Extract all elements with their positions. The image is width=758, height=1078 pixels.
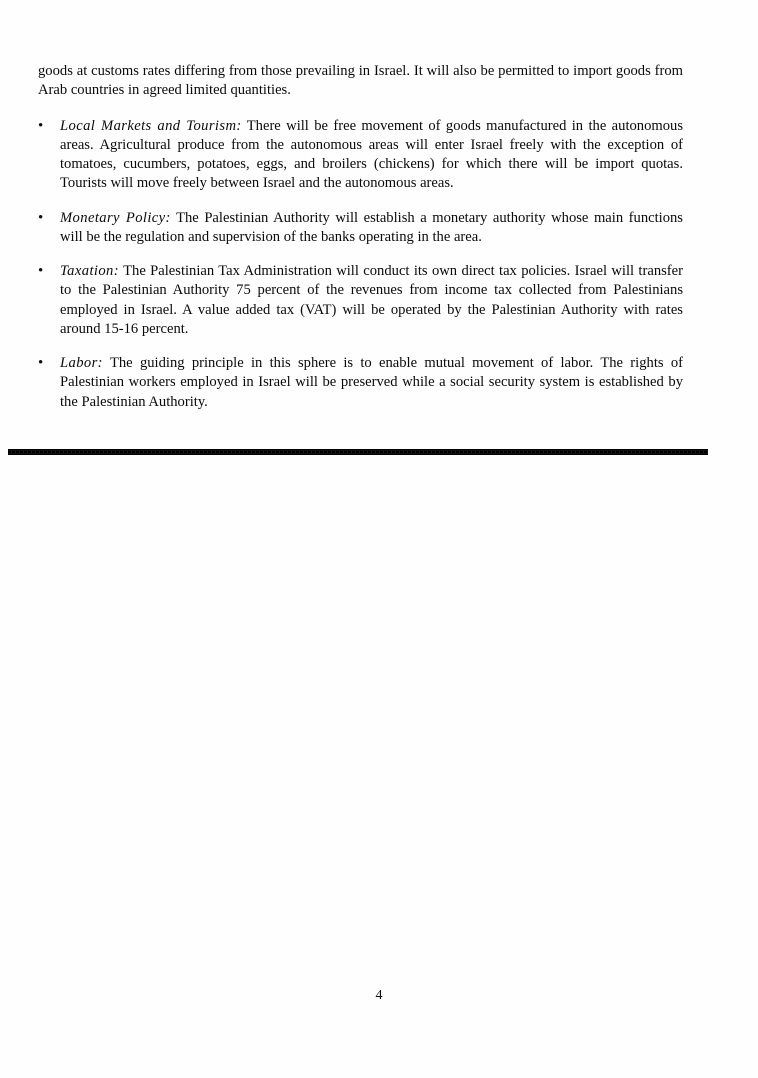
list-item-text [60,262,683,339]
document-body [38,62,683,427]
list-item-term: Labor: [60,355,103,371]
list-item-text [60,209,683,248]
lead-paragraph: goods at customs rates differing from those prevailing in Israel. It will also be permitted to import goods from Arab countries in agreed limited quantities. [38,63,683,99]
list-item-body: The Palestinian Authority will establish a monetary authority whose main functions will be the regulation and supervision of the banks operating in the area. [60,209,683,245]
list-item [38,209,683,248]
list-item-text [60,354,683,412]
blank-area [0,470,758,970]
list-item [38,262,683,339]
list-item-term: Monetary Policy: [60,209,171,226]
bullet-icon: • [38,209,44,226]
list-item-body: The guiding principle in this sphere is to enable mutual movement of labor. The rights of Palestinian workers employed in Israel will be preserved while a social security system is established by the Palestinian Authority. [60,355,683,410]
list-item-body: The Palestinian Tax Administration will conduct its own direct tax policies. Israel will transfer to the Palestinian Authority 75 percent of the revenues from income tax collected from Palestinians employed in Israel. A value added tax (VAT) will be operated by the Palestinian Authority with rates around 15-16 percent. [60,263,683,337]
bullet-icon: • [38,263,44,279]
list-item-body: There will be free movement of goods manufactured in the autonomous areas. Agricultural produce from the autonomous areas will enter Israel freely with the exception of tomatoes, cucumbers, potatoes, eggs, and broilers (chickens) for which there will be import quotas. Tourists will move freely between Israel and the autonomous areas. [60,117,684,192]
page-number: 4 [375,988,383,1003]
list-item [38,354,683,412]
list-item-term: Taxation: [60,263,120,279]
list-item-text [60,117,683,194]
bullet-icon: • [38,117,44,134]
horizontal-rule [8,449,708,455]
list-item-term: Local Markets and Tourism: [60,117,242,134]
bullet-icon: • [38,355,44,371]
list-item [38,117,683,194]
